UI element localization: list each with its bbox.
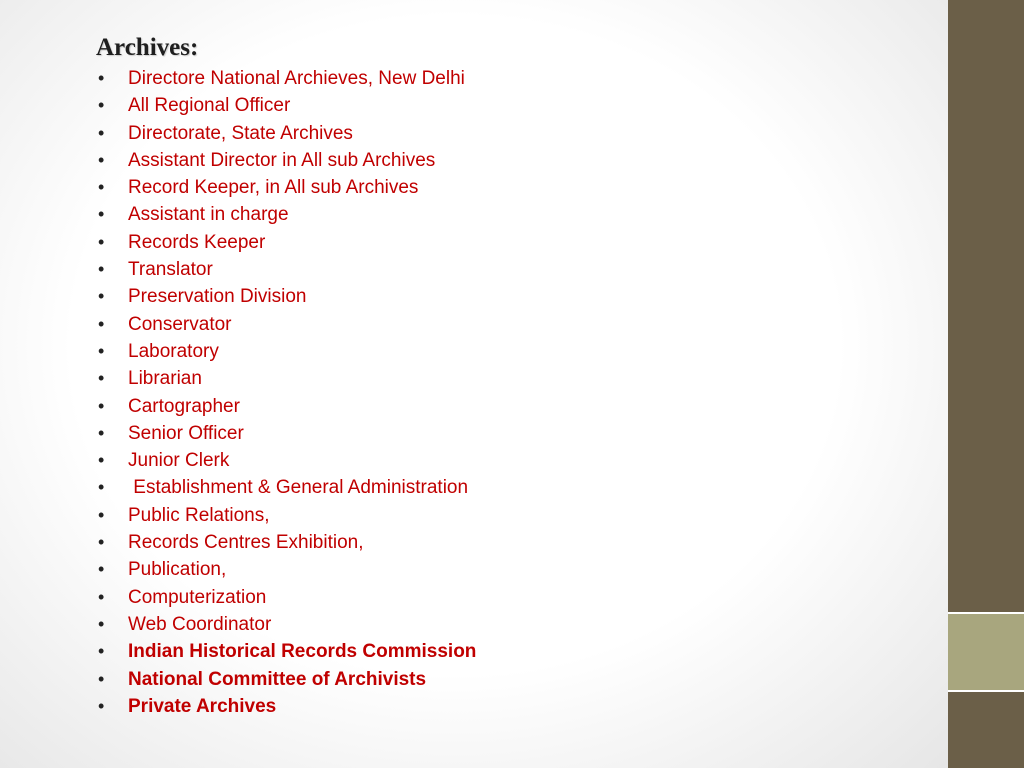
bullet-dot-icon: •: [98, 559, 105, 580]
decorative-side-strip: [948, 0, 1024, 768]
bullet-item: [96, 311, 476, 338]
bullet-item: [96, 174, 476, 201]
bullet-text: Assistant Director in All sub Archives: [128, 149, 436, 171]
bullet-text: Cartographer: [128, 395, 240, 417]
bullet-item: [96, 65, 476, 92]
bullet-item: [96, 201, 476, 228]
bullet-dot-icon: •: [98, 395, 105, 416]
bullet-dot-icon: •: [98, 340, 105, 361]
bullet-dot-icon: •: [98, 422, 105, 443]
bullet-dot-icon: •: [98, 668, 105, 689]
bullet-text: Conservator: [128, 313, 232, 335]
bullet-item: [96, 556, 476, 583]
side-strip-accent-block: [948, 614, 1024, 690]
bullet-item: [96, 611, 476, 638]
bullet-text: Records Keeper: [128, 231, 266, 253]
bullet-text: Laboratory: [128, 340, 219, 362]
bullet-dot-icon: •: [98, 641, 105, 662]
bullet-dot-icon: •: [98, 504, 105, 525]
bullet-item: [96, 474, 476, 501]
bullet-text: Publication,: [128, 559, 227, 581]
bullet-dot-icon: •: [98, 368, 105, 389]
bullet-item: [96, 529, 476, 556]
bullet-text: Private Archives: [128, 695, 277, 717]
bullet-text: Junior Clerk: [128, 450, 230, 472]
bullet-dot-icon: •: [98, 177, 105, 198]
bullet-item: [96, 666, 476, 693]
bullet-text: Computerization: [128, 586, 267, 608]
bullet-item: [96, 365, 476, 392]
bullet-text: Public Relations,: [128, 504, 270, 526]
bullet-dot-icon: •: [98, 68, 105, 88]
bullet-text: Translator: [128, 259, 213, 281]
slide-title: Archives:: [96, 34, 199, 61]
bullet-dot-icon: •: [98, 204, 105, 225]
bullet-text: All Regional Officer: [128, 95, 291, 117]
bullet-dot-icon: •: [98, 95, 105, 116]
bullet-item: [96, 447, 476, 474]
bullet-dot-icon: •: [98, 122, 105, 143]
bullet-dot-icon: •: [98, 477, 105, 498]
bullet-text: Record Keeper, in All sub Archives: [128, 177, 419, 199]
bullet-dot-icon: •: [98, 231, 105, 252]
bullet-text: Establishment & General Administration: [128, 477, 469, 499]
bullet-text: Web Coordinator: [128, 613, 272, 635]
side-strip-top-block: [948, 0, 1024, 612]
bullet-dot-icon: •: [98, 313, 105, 334]
bullet-item: [96, 420, 476, 447]
bullet-dot-icon: •: [98, 259, 105, 280]
bullet-text: Directore National Archieves, New Delhi: [128, 68, 465, 89]
bullet-dot-icon: •: [98, 695, 105, 716]
bullet-dot-icon: •: [98, 532, 105, 553]
bullet-text: Records Centres Exhibition,: [128, 532, 364, 554]
bullet-item: [96, 229, 476, 256]
bullet-item: [96, 393, 476, 420]
side-strip-bottom-block: [948, 692, 1024, 768]
bullet-text: National Committee of Archivists: [128, 668, 427, 690]
bullet-item: [96, 147, 476, 174]
bullet-text: Assistant in charge: [128, 204, 289, 226]
bullet-dot-icon: •: [98, 613, 105, 634]
bullet-dot-icon: •: [98, 286, 105, 307]
bullet-item: [96, 256, 476, 283]
bullet-item: [96, 584, 476, 611]
bullet-text: Preservation Division: [128, 286, 307, 308]
bullet-dot-icon: •: [98, 149, 105, 170]
bullet-item: [96, 92, 476, 119]
bullet-text: Directorate, State Archives: [128, 122, 353, 144]
bullet-item: [96, 502, 476, 529]
bullet-item: [96, 283, 476, 310]
bullet-text: Librarian: [128, 368, 202, 390]
bullet-item: [96, 693, 476, 720]
bullet-item: [96, 120, 476, 147]
bullet-dot-icon: •: [98, 586, 105, 607]
bullet-dot-icon: •: [98, 450, 105, 471]
bullet-text: Senior Officer: [128, 422, 244, 444]
bullet-item: [96, 338, 476, 365]
bullet-text: Indian Historical Records Commission: [128, 641, 477, 663]
bullet-item: [96, 638, 476, 665]
bullet-list: [96, 65, 476, 720]
